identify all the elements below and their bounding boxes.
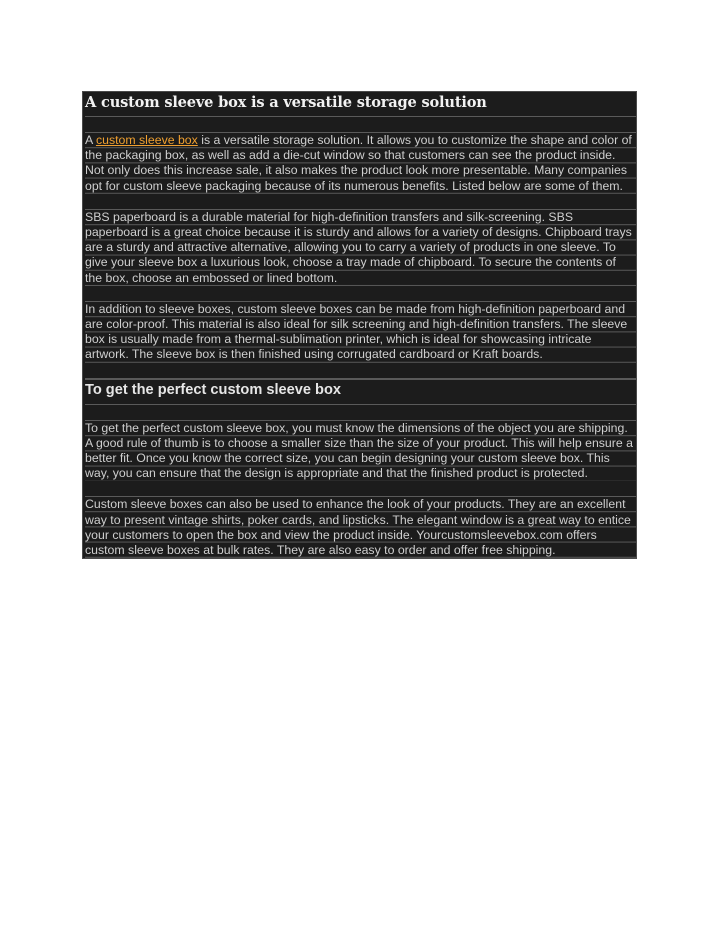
paragraph-dimensions: To get the perfect custom sleeve box, you must know the dimensions of the object you are shipping. A good rule of thumb is to choose a smaller size than the size of your product. This will help ensure a better fit. Once you know the correct size, you can begin designing your custom sleeve box. This way, you can ensure that the design is appropriate and that the finished product is protected. [85, 421, 636, 482]
spacer [85, 194, 636, 210]
spacer [85, 286, 636, 302]
paragraph-materials: In addition to sleeve boxes, custom sleeve boxes can be made from high-definition paperboard and are color-proof. This material is also ideal for silk screening and high-definition transfers. The sleeve box is usually made from a thermal-sublimation printer, which is ideal for showcasing intricate artwork. The sleeve box is then finished using corrugated cardboard or Kraft boards. [85, 302, 636, 363]
paragraph-enhance-look: Custom sleeve boxes can also be used to enhance the look of your products. They are an excellent way to present vintage shirts, poker cards, and lipsticks. The elegant window is a great way to entice your customers to open the box and view the product inside. Yourcustomsleevebox.com offers custom sleeve boxes at bulk rates. They are also easy to order and offer free shipping. [85, 497, 636, 558]
paragraph-intro [85, 133, 636, 194]
custom-sleeve-box-link[interactable]: custom sleeve box [95, 133, 198, 147]
section-subheading: To get the perfect custom sleeve box [85, 379, 636, 405]
spacer [85, 117, 636, 133]
intro-suffix: is a versatile storage solution. It allows you to customize the shape and color of the packaging box, as well as add a die-cut window so that customers can see the product inside. Not only does this increase sale, it also makes the product look more presentable. Many companies opt for custom sleeve packaging because of its numerous benefits. Listed below are some of them. [85, 133, 632, 193]
intro-prefix: A [85, 133, 96, 147]
article-title: A custom sleeve box is a versatile storage solution [85, 92, 636, 117]
spacer [85, 363, 636, 379]
article-block [82, 91, 637, 559]
spacer [85, 405, 636, 421]
paragraph-sbs-paperboard: SBS paperboard is a durable material for high-definition transfers and silk-screening. SBS paperboard is a great choice because it is sturdy and allows for a variety of designs. Chipboard trays are a sturdy and attractive alternative, allowing you to carry a variety of products in one sleeve. To give your sleeve box a luxurious look, choose a tray made of chipboard. To secure the contents of the box, choose an embossed or lined bottom. [85, 210, 636, 286]
spacer [85, 481, 636, 497]
